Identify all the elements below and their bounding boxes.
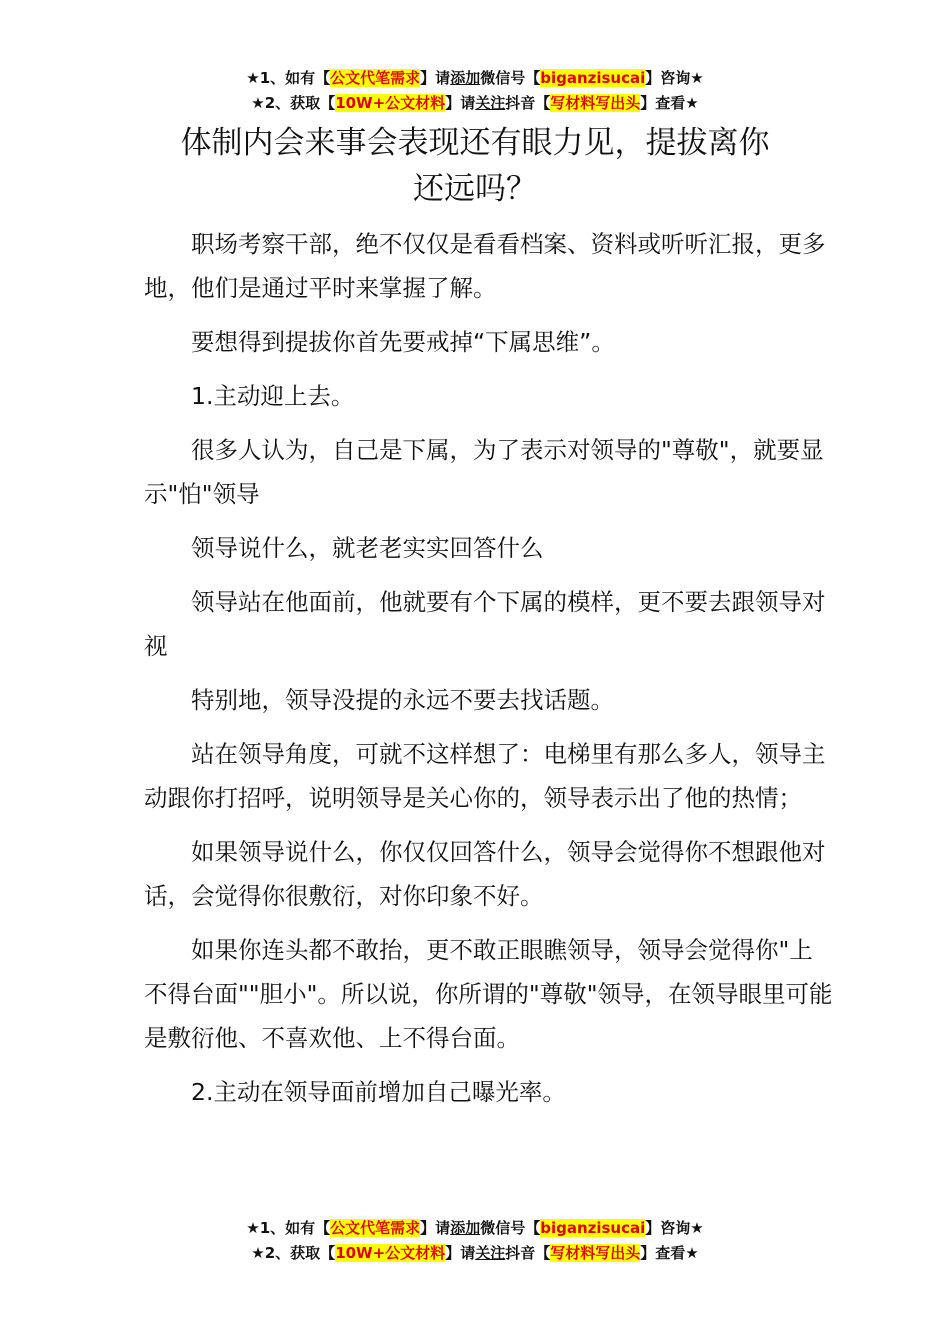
section-heading: 1.主动迎上去。 <box>191 382 355 410</box>
paragraph: 很多人认为，自己是下属，为了表示对领导的"尊敬"，就要显示"怕"领导 <box>144 436 824 508</box>
highlight-materials: 10W+公文材料 <box>335 1244 446 1262</box>
title-line-1: 体制内会来事会表现还有眼力见，提拔离你 <box>180 125 770 161</box>
paragraph: 特别地，领导没提的永远不要去找话题。 <box>191 686 614 714</box>
banner-line-1: ★1、如有【公文代笔需求】请添加微信号【biganzisucai】咨询★ <box>246 1219 704 1237</box>
paragraph: 领导站在他面前，他就要有个下属的模样，更不要去跟领导对视 <box>144 588 826 660</box>
highlight-wechat-id: biganzisucai <box>540 1219 646 1237</box>
title-line-2: 还远吗？ <box>413 171 537 207</box>
highlight-service: 公文代笔需求 <box>330 1219 421 1237</box>
highlight-douyin-account: 写材料写出头 <box>550 1244 641 1262</box>
banner-line-2: ★2、获取【10W+公文材料】请关注抖音【写材料写出头】查看★ <box>251 1244 699 1262</box>
document-body <box>144 222 834 1124</box>
paragraph: 要想得到提拔你首先要戒掉“下属思维”。 <box>191 328 615 356</box>
highlight-materials: 10W+公文材料 <box>335 94 446 112</box>
highlight-douyin-account: 写材料写出头 <box>550 94 641 112</box>
footer-banner <box>0 1216 950 1266</box>
paragraph: 职场考察干部，绝不仅仅是看看档案、资料或听听汇报，更多地，他们是通过平时来掌握了解。 <box>144 230 826 302</box>
paragraph: 领导说什么，就老老实实回答什么 <box>191 534 544 562</box>
paragraph: 如果你连头都不敢抬，更不敢正眼瞧领导，领导会觉得你"上不得台面""胆小"。所以说，你所谓的"尊敬"领导，在领导眼里可能是敷衍他、不喜欢他、上不得台面。 <box>144 936 833 1052</box>
paragraph: 如果领导说什么，你仅仅回答什么，领导会觉得你不想跟他对话，会觉得你很敷衍，对你印象不好。 <box>144 838 826 910</box>
highlight-service: 公文代笔需求 <box>330 69 421 87</box>
header-banner <box>0 66 950 116</box>
banner-line-2: ★2、获取【10W+公文材料】请关注抖音【写材料写出头】查看★ <box>251 94 699 112</box>
section-heading: 2.主动在领导面前增加自己曝光率。 <box>191 1078 566 1106</box>
highlight-wechat-id: biganzisucai <box>540 69 646 87</box>
document-title <box>0 120 950 212</box>
paragraph: 站在领导角度，可就不这样想了：电梯里有那么多人，领导主动跟你打招呼，说明领导是关心你的，领导表示出了他的热情； <box>144 740 826 812</box>
banner-line-1: ★1、如有【公文代笔需求】请添加微信号【biganzisucai】咨询★ <box>246 69 704 87</box>
